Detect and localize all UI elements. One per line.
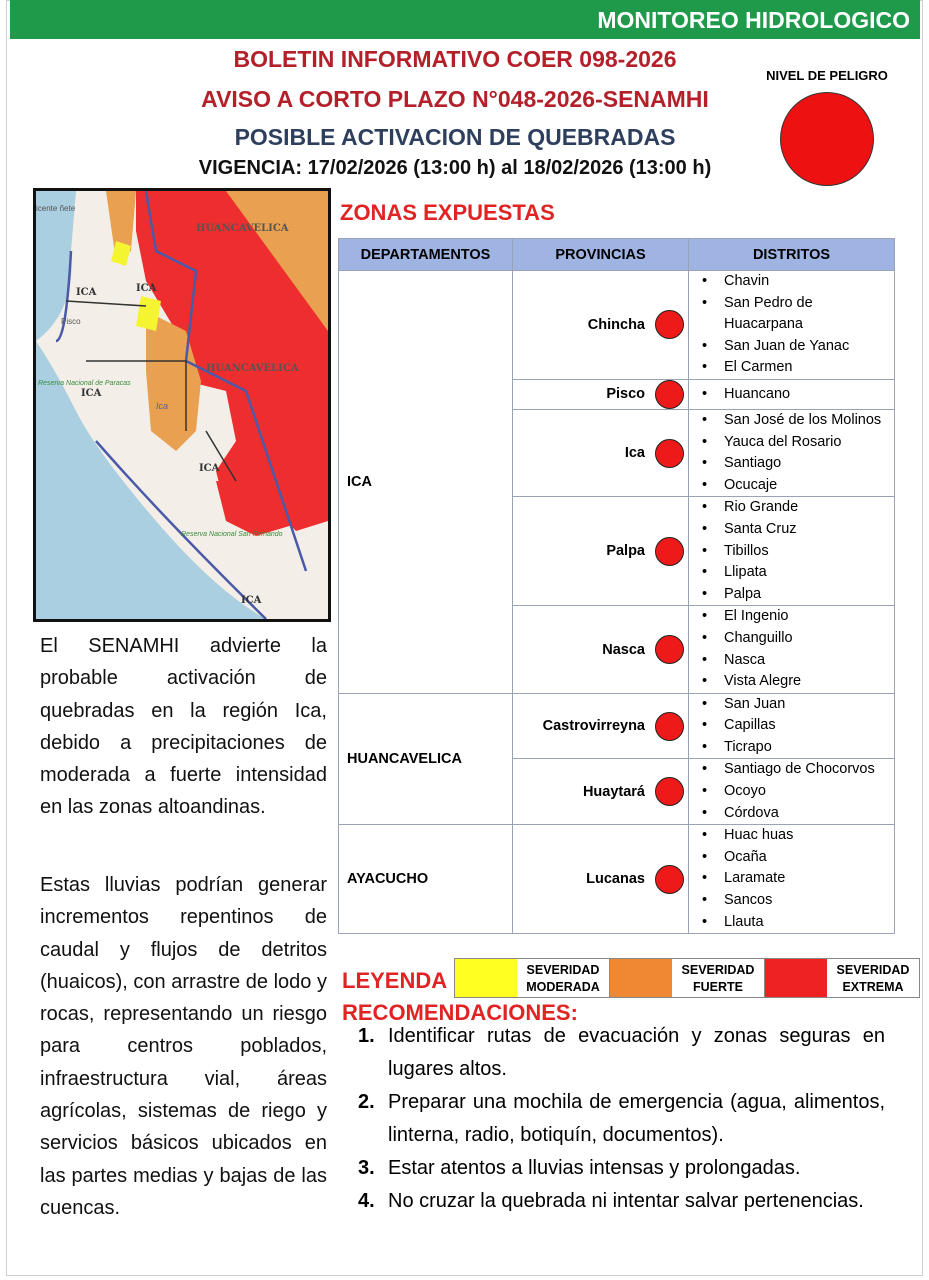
district-item: • Huancano [689, 384, 894, 406]
danger-level-indicator [780, 92, 874, 186]
districts-cell [689, 497, 895, 606]
district-item: • Rio Grande [689, 497, 894, 519]
description-paragraph-1: El SENAMHI advierte la probable activación de quebradas en la región Ica, debido a precipitaciones de moderada a fuerte intensidad en las zonas altoandinas. [40, 635, 327, 819]
recommendation-item [358, 1152, 885, 1185]
district-item: • Palpa [689, 584, 894, 606]
legend-label: SEVERIDAD MODERADA [526, 963, 600, 994]
province-name: Chincha [587, 316, 645, 333]
district-item: • Changuillo [689, 628, 894, 650]
district-item: • Santiago [689, 453, 894, 475]
table-row [339, 825, 895, 934]
recommendation-item [358, 1086, 885, 1152]
danger-dot-icon [655, 865, 684, 894]
district-item: • Ocucaje [689, 475, 894, 497]
district-item: • Nasca [689, 650, 894, 672]
province-cell [513, 825, 689, 934]
exposed-zones-title: ZONAS EXPUESTAS [340, 200, 555, 225]
recommendations-title: RECOMENDACIONES: [342, 1000, 578, 1025]
legend-swatch-moderate [455, 959, 517, 997]
legend-label: SEVERIDAD FUERTE [681, 963, 755, 994]
legend-swatch-extreme [765, 959, 827, 997]
district-item: • Chavin [689, 271, 894, 293]
districts-cell [689, 606, 895, 693]
district-item: • El Carmen [689, 357, 894, 379]
province-name: Huaytará [582, 783, 645, 800]
bulletin-title: BOLETIN INFORMATIVO COER 098-2026 [233, 46, 677, 72]
district-item: • San Juan [689, 694, 894, 716]
province-name: Palpa [606, 543, 645, 560]
exposed-zones-table [338, 238, 895, 934]
map-label: Reserva Nacional San Fernando [181, 531, 283, 538]
danger-dot-icon [655, 537, 684, 566]
item-number: 1. [358, 1025, 375, 1047]
item-text: Identificar rutas de evacuación y zonas seguras en lugares altos. [388, 1025, 885, 1080]
district-item: • Capillas [689, 715, 894, 737]
hazard-map [33, 188, 331, 622]
province-cell [513, 606, 689, 693]
district-item: • San José de los Molinos [689, 410, 894, 432]
province-cell [513, 693, 689, 759]
district-item: • Ocoyo [689, 781, 894, 803]
monitoring-banner: MONITOREO HIDROLOGICO [10, 0, 920, 39]
province-name: Lucanas [586, 871, 645, 888]
table-row [339, 271, 895, 380]
map-label: Pisco [61, 317, 81, 326]
map-label: Reserva Nacional de Paracas [38, 380, 131, 387]
map-label: icente ñete [36, 204, 76, 213]
map-label: HUANCAVELICA [196, 223, 289, 234]
description-paragraph-2: Estas lluvias podrían generar incrementos repentinos de caudal y flujos de detritos (huaicos), con arrastre de lodo y rocas, representando un riesgo para centros poblados, infraestructura vial, áreas agrícolas, sistemas de riego y servicios básicos ubicados en las partes medias y bajas de las cuencas. [40, 874, 327, 1219]
danger-dot-icon [655, 635, 684, 664]
province-cell [513, 497, 689, 606]
district-item: • San Juan de Yanac [689, 336, 894, 358]
district-item: • Llauta [689, 912, 894, 934]
province-name: Pisco [606, 386, 645, 403]
province-cell [513, 271, 689, 380]
map-graphic [36, 191, 328, 619]
districts-cell [689, 379, 895, 409]
map-label: ICA [241, 595, 262, 606]
legend-title: LEYENDA [342, 968, 448, 993]
districts-cell [689, 759, 895, 825]
table-row [339, 693, 895, 759]
province-cell [513, 759, 689, 825]
col-header: DISTRITOS [689, 239, 895, 271]
districts-cell [689, 409, 895, 496]
province-cell [513, 409, 689, 496]
recommendation-item [358, 1185, 885, 1218]
district-item: • Ocaña [689, 847, 894, 869]
district-item: • Vista Alegre [689, 671, 894, 693]
legend-swatch-strong [610, 959, 672, 997]
map-label: ICA [81, 388, 102, 399]
map-label: ICA [136, 283, 157, 294]
item-text: No cruzar la quebrada ni intentar salvar pertenencias. [388, 1190, 864, 1212]
department-cell: ICA [339, 271, 513, 694]
district-item: • Llipata [689, 562, 894, 584]
danger-dot-icon [655, 439, 684, 468]
item-number: 2. [358, 1091, 375, 1113]
district-item: • Tibillos [689, 541, 894, 563]
province-name: Ica [624, 445, 645, 462]
districts-cell [689, 825, 895, 934]
danger-dot-icon [655, 380, 684, 409]
district-item: • Ticrapo [689, 737, 894, 759]
district-item: • Córdova [689, 803, 894, 825]
province-name: Castrovirreyna [542, 718, 645, 735]
danger-level-label: NIVEL DE PELIGRO [766, 68, 888, 83]
department-cell: AYACUCHO [339, 825, 513, 934]
recommendations-list [358, 1020, 885, 1218]
danger-dot-icon [655, 712, 684, 741]
district-item: • San Pedro de Huacarpana [689, 293, 894, 336]
map-label: ICA [199, 463, 220, 474]
district-item: • Huac huas [689, 825, 894, 847]
col-header: DEPARTAMENTOS [339, 239, 513, 271]
district-item: • Santa Cruz [689, 519, 894, 541]
province-cell [513, 379, 689, 409]
map-label: Ica [156, 401, 169, 411]
districts-cell [689, 271, 895, 380]
recommendation-item [358, 1020, 885, 1086]
legend-label: SEVERIDAD EXTREMA [836, 963, 910, 994]
danger-dot-icon [655, 310, 684, 339]
map-label: HUANCAVELICA [206, 363, 299, 374]
map-label: ICA [76, 287, 97, 298]
col-header: PROVINCIAS [513, 239, 689, 271]
item-number: 4. [358, 1190, 375, 1212]
item-number: 3. [358, 1157, 375, 1179]
item-text: Preparar una mochila de emergencia (agua, alimentos, linterna, radio, botiquín, documentos). [388, 1091, 885, 1146]
province-name: Nasca [602, 641, 645, 658]
validity: VIGENCIA: 17/02/2026 (13:00 h) al 18/02/2026 (13:00 h) [198, 157, 712, 179]
department-cell: HUANCAVELICA [339, 693, 513, 825]
district-item: • Yauca del Rosario [689, 432, 894, 454]
item-text: Estar atentos a lluvias intensas y prolongadas. [388, 1157, 801, 1179]
districts-cell [689, 693, 895, 759]
legend [454, 958, 920, 998]
district-item: • Sancos [689, 890, 894, 912]
district-item: • Santiago de Chocorvos [689, 759, 894, 781]
district-item: • Laramate [689, 868, 894, 890]
district-item: • El Ingenio [689, 606, 894, 628]
notice-title: AVISO A CORTO PLAZO N°048-2026-SENAMHI [201, 86, 709, 112]
subject-title: POSIBLE ACTIVACION DE QUEBRADAS [234, 124, 676, 150]
danger-dot-icon [655, 777, 684, 806]
